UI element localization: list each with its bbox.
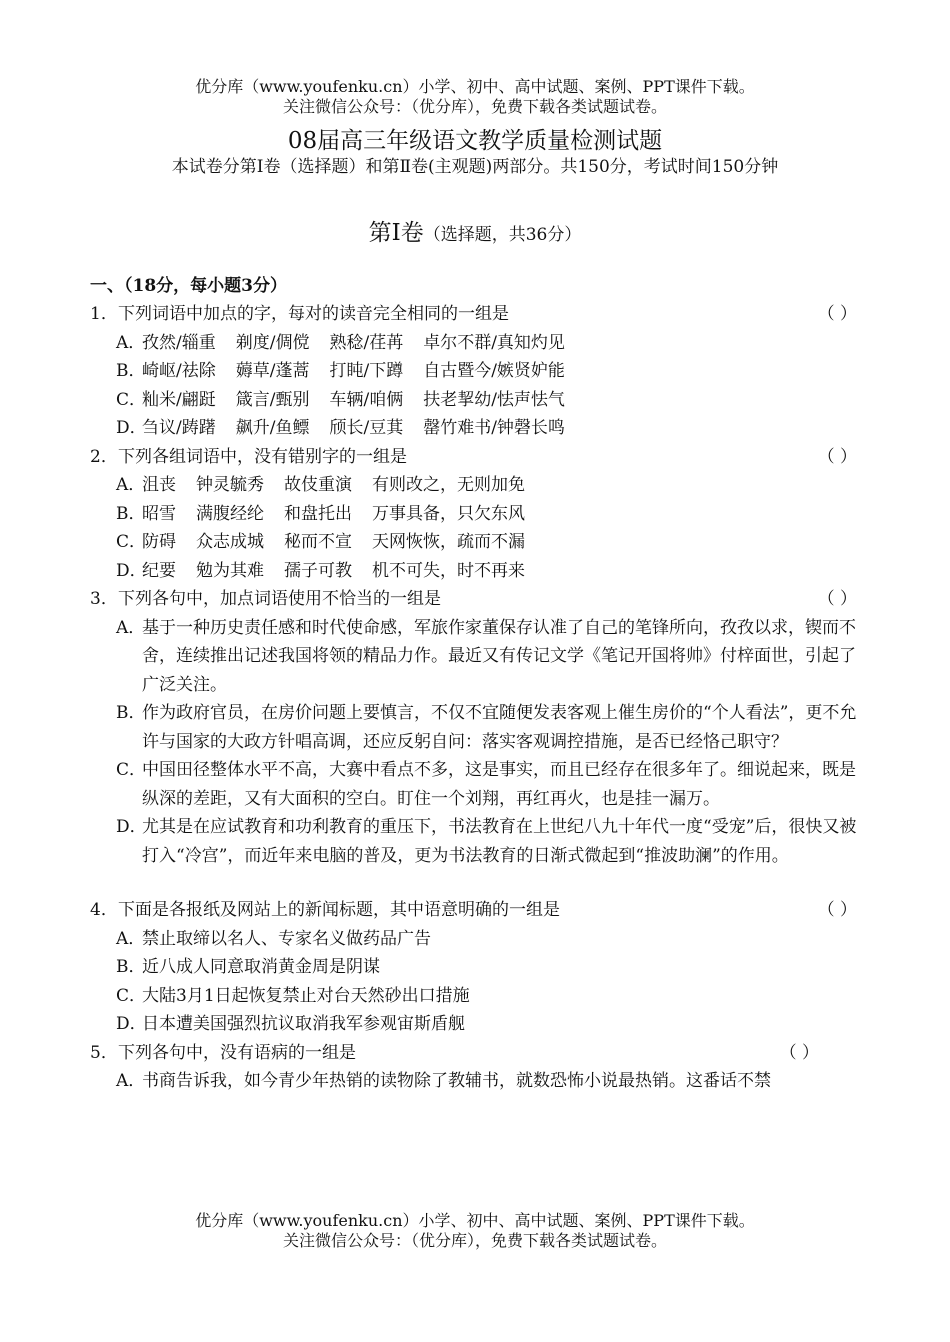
header-line-2: 关注微信公众号：（优分库），免费下载各类试题试卷。 — [282, 97, 667, 116]
option-item: 薅草/蓬蒿 — [235, 361, 310, 381]
exam-title: 08届高三年级语文教学质量检测试题 — [287, 128, 663, 154]
option-label: B． — [116, 957, 146, 977]
questions-area — [90, 273, 865, 1096]
option-label: A． — [116, 1071, 146, 1091]
option-item: 孜然/辎重 — [142, 332, 216, 353]
option-item: 秘而不宣 — [284, 532, 352, 552]
option-item: 纪要 — [142, 560, 176, 581]
question-3-option-d — [90, 813, 865, 870]
footer-line-2: 关注微信公众号：（优分库），免费下载各类试题试卷。 — [282, 1231, 667, 1250]
question-4 — [90, 896, 865, 925]
option-label: A． — [116, 617, 146, 638]
question-number: 3． — [90, 589, 118, 609]
answer-bracket: （ ） — [817, 304, 857, 324]
option-text: 中国田径整体水平不高，大赛中看点不多，这是事实，而且已经存在很多年了。细说起来，既是纵深的差距，又有大面积的空白。盯住一个刘翔，再红再火，也是挂一漏万。 — [142, 760, 856, 809]
question-5 — [90, 1039, 865, 1068]
option-label: A． — [116, 332, 146, 353]
part-one-label: 第Ⅰ卷 — [368, 220, 424, 246]
option-item: 天网恢恢，疏而不漏 — [372, 532, 525, 552]
answer-bracket: （ ） — [779, 1042, 819, 1063]
answer-bracket: （ ） — [817, 589, 857, 609]
option-item: 自古暨今/嫉贤妒能 — [423, 361, 565, 381]
option-label: A． — [116, 475, 146, 495]
part-one-title — [0, 218, 950, 250]
question-2 — [90, 443, 865, 472]
option-item: 颀长/豆萁 — [329, 418, 404, 438]
option-label: C． — [116, 389, 147, 410]
part-one-note: （选择题，共36分） — [423, 225, 582, 245]
option-text: 禁止取缔以名人、专家名义做药品广告 — [142, 928, 431, 949]
option-item: 众志成城 — [196, 532, 264, 552]
option-item: 和盘托出 — [284, 503, 352, 524]
question-2-option-b — [90, 500, 865, 529]
question-5-option-a — [90, 1067, 865, 1096]
option-label: B． — [116, 503, 146, 524]
question-stem: 下列词语中加点的字，每对的读音完全相同的一组是 — [118, 304, 509, 324]
option-item: 沮丧 — [142, 475, 176, 495]
option-label: C． — [116, 985, 147, 1006]
option-item: 钟灵毓秀 — [196, 475, 264, 495]
option-item: 万事具备，只欠东风 — [372, 503, 525, 524]
question-1-option-c — [90, 386, 865, 415]
option-item: 卓尔不群/真知灼见 — [423, 332, 565, 353]
option-item: 满腹经纶 — [196, 503, 264, 524]
option-text: 大陆3月1日起恢复禁止对台天然砂出口措施 — [142, 985, 470, 1006]
answer-bracket: （ ） — [817, 900, 857, 920]
option-item: 籼米/翩跹 — [142, 389, 216, 410]
option-item: 飙升/鱼鳔 — [235, 418, 310, 438]
header-line-1: 优分库（www.youfenku.cn）小学、初中、高中试题、案例、PPT课件下载。 — [195, 77, 755, 96]
option-item: 箴言/甄别 — [235, 389, 310, 410]
question-4-option-a — [90, 925, 865, 954]
blank-line — [90, 870, 865, 896]
option-item: 故伎重演 — [284, 475, 352, 495]
option-item: 扶老挈幼/怯声怯气 — [423, 389, 565, 410]
option-item: 打盹/下蹲 — [329, 361, 404, 381]
question-1-option-b — [90, 357, 865, 386]
option-label: D． — [116, 560, 147, 581]
option-item: 罄竹难书/钟磬长鸣 — [423, 418, 565, 438]
option-label: C． — [116, 532, 147, 552]
question-4-option-b — [90, 953, 865, 982]
option-text: 书商告诉我，如今青少年热销的读物除了教辅书，就数恐怖小说最热销。这番话不禁 — [142, 1071, 771, 1091]
question-4-option-d — [90, 1010, 865, 1039]
question-stem: 下面是各报纸及网站上的新闻标题，其中语意明确的一组是 — [118, 900, 560, 920]
header-banner — [0, 77, 950, 117]
option-item: 昭雪 — [142, 503, 176, 524]
question-1-option-d — [90, 414, 865, 443]
question-number: 2． — [90, 446, 118, 467]
footer-banner — [0, 1211, 950, 1251]
option-text: 日本遭美国强烈抗议取消我军参观宙斯盾舰 — [142, 1014, 465, 1034]
question-number: 4． — [90, 900, 118, 920]
option-text: 尤其是在应试教育和功利教育的重压下，书法教育在上世纪八九十年代一度“受宠”后，很快又被打入“冷宫”，而近年来电脑的普及，更为书法教育的日渐式微起到“推波助澜”的作用。 — [142, 817, 857, 866]
question-4-option-c — [90, 982, 865, 1011]
option-label: B． — [116, 703, 146, 723]
option-item: 孺子可教 — [284, 560, 352, 581]
exam-subtitle: 本试卷分第Ⅰ卷（选择题）和第Ⅱ卷(主观题)两部分。共150分，考试时间150分钟 — [171, 157, 779, 177]
question-stem: 下列各句中，没有语病的一组是 — [118, 1042, 356, 1063]
answer-bracket: （ ） — [817, 446, 857, 467]
footer-line-1: 优分库（www.youfenku.cn）小学、初中、高中试题、案例、PPT课件下载。 — [195, 1211, 755, 1230]
question-2-option-c — [90, 528, 865, 557]
question-3-option-b — [90, 699, 865, 756]
question-stem: 下列各组词语中，没有错别字的一组是 — [118, 446, 407, 467]
question-2-option-a — [90, 471, 865, 500]
option-item: 车辆/咱俩 — [329, 389, 404, 410]
option-item: 勉为其难 — [196, 560, 264, 581]
question-stem: 下列各句中，加点词语使用不恰当的一组是 — [118, 589, 441, 609]
option-text: 近八成人同意取消黄金周是阴谋 — [142, 957, 380, 977]
option-label: C． — [116, 760, 147, 780]
option-label: D． — [116, 817, 147, 837]
option-text: 基于一种历史责任感和时代使命感，军旅作家董保存认准了自己的笔锋所向，孜孜以求，锲而不舍，连续推出记述我国将领的精品力作。最近又有传记文学《笔记开国将帅》付梓面世，引起了广泛关注。 — [142, 617, 856, 695]
question-2-option-d — [90, 557, 865, 586]
question-number: 1． — [90, 304, 118, 324]
option-item: 熟稔/荏苒 — [329, 332, 404, 353]
option-item: 防碍 — [142, 532, 176, 552]
section-heading: 一、（18分，每小题3分） — [90, 276, 287, 296]
option-label: D． — [116, 418, 147, 438]
question-number: 5． — [90, 1042, 118, 1063]
option-item: 有则改之，无则加免 — [372, 475, 525, 495]
option-label: A． — [116, 928, 146, 949]
question-3 — [90, 585, 865, 614]
option-label: B． — [116, 361, 146, 381]
question-1 — [90, 300, 865, 329]
option-label: D． — [116, 1014, 147, 1034]
option-text: 作为政府官员，在房价问题上要慎言，不仅不宜随便发表客观上催生房价的“个人看法”，更不允许与国家的大政方针唱高调，还应反躬自问：落实客观调控措施，是否已经恪己职守？ — [142, 703, 857, 752]
question-1-option-a — [90, 329, 865, 358]
question-3-option-a — [90, 614, 865, 700]
question-3-option-c — [90, 756, 865, 813]
option-item: 刍议/踌躇 — [142, 418, 216, 438]
option-item: 剃度/倜傥 — [235, 332, 310, 353]
option-item: 机不可失，时不再来 — [372, 560, 525, 581]
option-item: 崎岖/祛除 — [142, 361, 216, 381]
